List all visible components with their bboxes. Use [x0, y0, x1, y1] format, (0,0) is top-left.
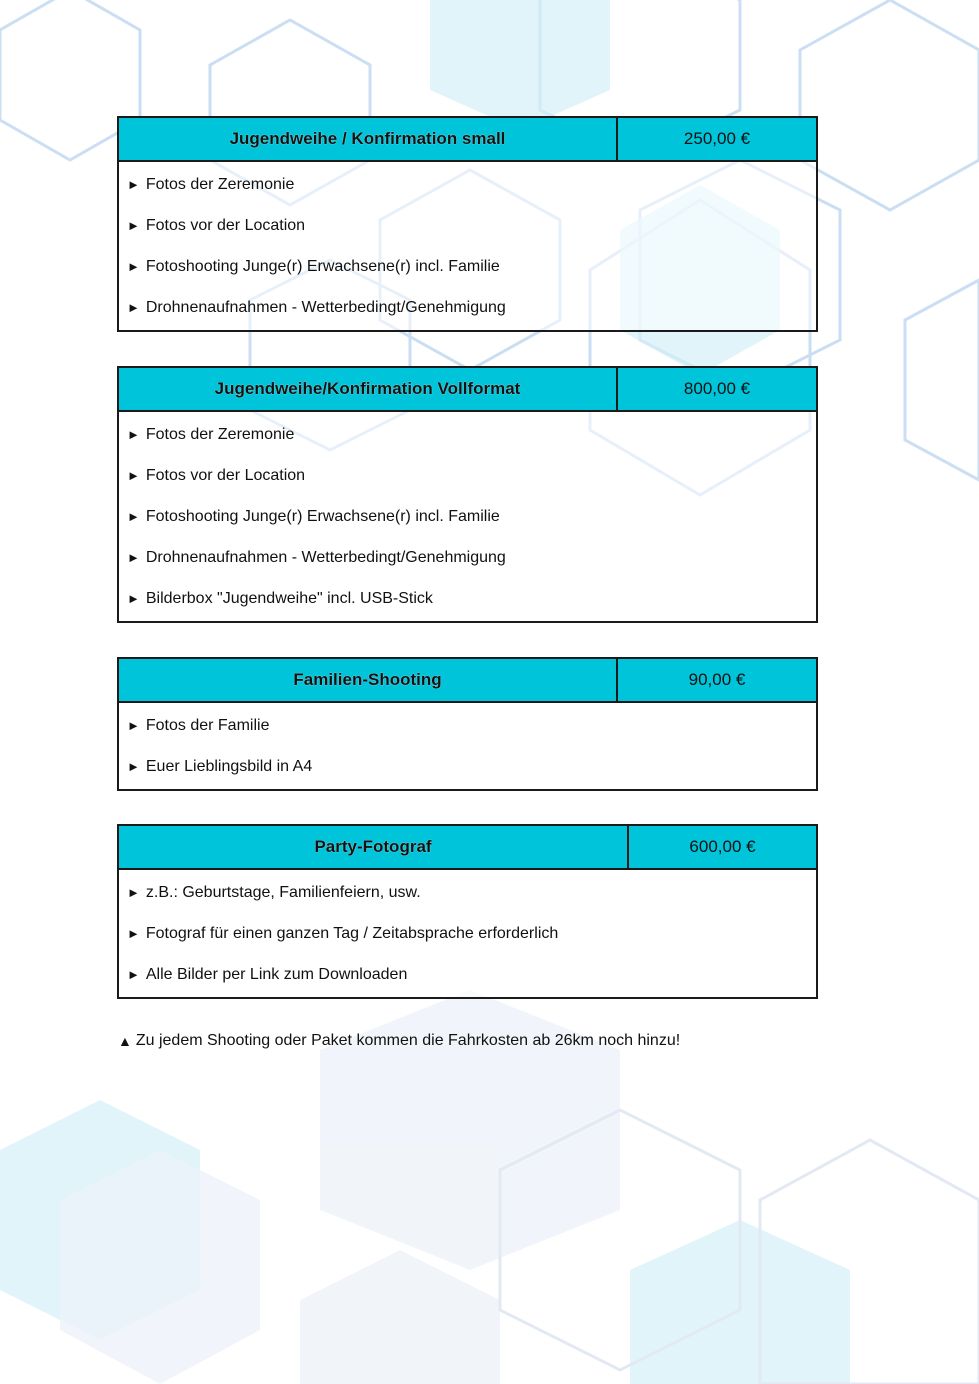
package-header: [119, 659, 816, 703]
hex-fill: [430, 0, 610, 130]
list-item: [127, 537, 816, 578]
item-text: Fotos der Zeremonie: [145, 175, 295, 193]
hex-fill: [60, 1150, 260, 1384]
arrow-right-icon: ►: [127, 509, 140, 524]
arrow-right-icon: ►: [127, 885, 140, 900]
package-header: [119, 368, 816, 412]
package-card: [117, 824, 818, 999]
package-price: 250,00 €: [616, 118, 816, 160]
package-items: [119, 870, 816, 997]
list-item: [127, 287, 816, 328]
arrow-right-icon: ►: [127, 300, 140, 315]
package-card: [117, 657, 818, 791]
list-item: [127, 496, 816, 537]
travel-cost-note: [118, 1032, 680, 1050]
arrow-right-icon: ►: [127, 259, 140, 274]
item-text: Fotoshooting Junge(r) Erwachsene(r) incl. Familie: [145, 257, 500, 275]
package-price: 600,00 €: [627, 826, 816, 868]
arrow-right-icon: ►: [127, 427, 140, 442]
list-item: [127, 414, 816, 455]
package-items: [119, 412, 816, 621]
list-item: [127, 205, 816, 246]
list-item: [127, 246, 816, 287]
arrow-right-icon: ►: [127, 468, 140, 483]
arrow-right-icon: ►: [127, 926, 140, 941]
item-text: Bilderbox "Jugendweihe" incl. USB-Stick: [145, 589, 433, 607]
list-item: [127, 705, 816, 746]
arrow-right-icon: ►: [127, 550, 140, 565]
package-price: 90,00 €: [616, 659, 816, 701]
package-header: [119, 118, 816, 162]
item-text: Fotos vor der Location: [145, 466, 306, 484]
item-text: Drohnenaufnahmen - Wetterbedingt/Genehmigung: [145, 548, 506, 566]
item-text: Alle Bilder per Link zum Downloaden: [145, 965, 408, 983]
package-title: Jugendweihe/Konfirmation Vollformat: [119, 368, 616, 410]
package-card: [117, 116, 818, 332]
arrow-right-icon: ►: [127, 759, 140, 774]
list-item: [127, 913, 816, 954]
package-title: Party-Fotograf: [119, 826, 627, 868]
list-item: [127, 578, 816, 619]
list-item: [127, 164, 816, 205]
arrow-right-icon: ►: [127, 591, 140, 606]
item-text: Fotograf für einen ganzen Tag / Zeitabsprache erforderlich: [145, 924, 559, 942]
package-header: [119, 826, 816, 870]
triangle-up-icon: ▲: [118, 1033, 132, 1049]
arrow-right-icon: ►: [127, 967, 140, 982]
note-text: Zu jedem Shooting oder Paket kommen die Fahrkosten ab 26km noch hinzu!: [135, 1032, 681, 1049]
arrow-right-icon: ►: [127, 177, 140, 192]
arrow-right-icon: ►: [127, 218, 140, 233]
package-items: [119, 162, 816, 330]
arrow-right-icon: ►: [127, 718, 140, 733]
list-item: [127, 455, 816, 496]
package-price: 800,00 €: [616, 368, 816, 410]
list-item: [127, 746, 816, 787]
list-item: [127, 954, 816, 995]
item-text: Fotoshooting Junge(r) Erwachsene(r) incl. Familie: [145, 507, 500, 525]
hex-outline: [905, 280, 979, 480]
item-text: Fotos vor der Location: [145, 216, 306, 234]
hex-fill: [300, 1250, 500, 1384]
package-title: Familien-Shooting: [119, 659, 616, 701]
item-text: z.B.: Geburtstage, Familienfeiern, usw.: [145, 883, 421, 901]
package-items: [119, 703, 816, 789]
item-text: Drohnenaufnahmen - Wetterbedingt/Genehmigung: [145, 298, 506, 316]
item-text: Euer Lieblingsbild in A4: [145, 757, 313, 775]
item-text: Fotos der Familie: [145, 716, 270, 734]
package-title: Jugendweihe / Konfirmation small: [119, 118, 616, 160]
list-item: [127, 872, 816, 913]
package-card: [117, 366, 818, 623]
hex-outline: [800, 0, 979, 210]
item-text: Fotos der Zeremonie: [145, 425, 295, 443]
